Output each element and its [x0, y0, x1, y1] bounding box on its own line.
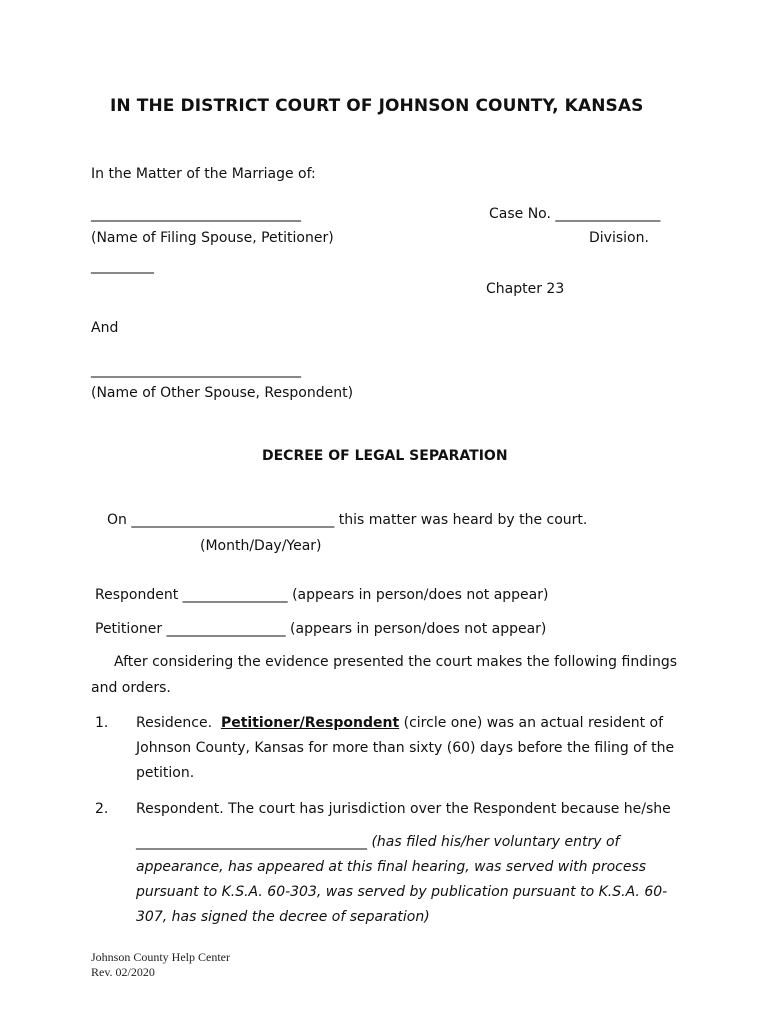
- item-1-line-3: petition.: [136, 765, 195, 781]
- jurisdiction-options-1: (has filed his/her voluntary entry of: [367, 834, 620, 850]
- residence-label: Residence.: [136, 715, 213, 731]
- page-title: IN THE DISTRICT COURT OF JOHNSON COUNTY, KANSAS: [110, 96, 644, 116]
- respondent-appearance: Respondent _______________ (appears in person/does not appear): [95, 587, 549, 603]
- matter-label: In the Matter of the Marriage of:: [91, 166, 316, 182]
- petitioner-appearance: Petitioner _________________ (appears in person/does not appear): [95, 621, 547, 637]
- case-number: Case No. _______________: [489, 206, 661, 222]
- division-label: Division.: [589, 230, 649, 246]
- footer-revision: Rev. 02/2020: [91, 965, 155, 979]
- residence-rest: (circle one) was an actual resident of: [399, 715, 664, 731]
- date-format-hint: (Month/Day/Year): [200, 538, 322, 554]
- item-1-line-2: Johnson County, Kansas for more than sixty (60) days before the filing of the: [136, 740, 675, 756]
- item-2-line-1: Respondent. The court has jurisdiction over the Respondent because he/she: [136, 801, 671, 817]
- item-1-line-1: [136, 714, 663, 732]
- respondent-name-line: ______________________________: [91, 362, 301, 378]
- considering-line-1: After considering the evidence presented the court makes the following findings: [114, 654, 678, 670]
- item-2-line-2: [136, 833, 619, 851]
- respondent-label: (Name of Other Spouse, Respondent): [91, 385, 354, 401]
- chapter-label: Chapter 23: [486, 281, 565, 297]
- petitioner-name-line: ______________________________: [91, 206, 301, 222]
- hearing-date-line: On _____________________________ this matter was heard by the court.: [107, 512, 588, 528]
- item-1-number: 1.: [95, 715, 109, 731]
- decree-heading: DECREE OF LEGAL SEPARATION: [262, 448, 508, 464]
- item-2-number: 2.: [95, 801, 109, 817]
- petitioner-extra-line: _________: [91, 258, 154, 274]
- party-choice: Petitioner/Respondent: [220, 715, 400, 731]
- petitioner-label: (Name of Filing Spouse, Petitioner): [91, 230, 334, 246]
- considering-line-2: and orders.: [91, 680, 171, 696]
- jurisdiction-options-3: pursuant to K.S.A. 60-303, was served by publication pursuant to K.S.A. 60-: [136, 884, 668, 900]
- jurisdiction-options-2: appearance, has appeared at this final hearing, was served with process: [136, 859, 647, 875]
- footer-org: Johnson County Help Center: [91, 950, 230, 964]
- jurisdiction-blank: _________________________________: [136, 834, 367, 850]
- jurisdiction-options-4: 307, has signed the decree of separation): [136, 909, 430, 925]
- and-label: And: [91, 320, 119, 336]
